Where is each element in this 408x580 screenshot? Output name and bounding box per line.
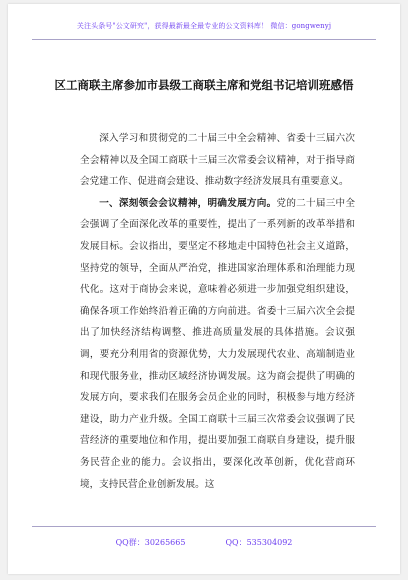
page-footer <box>8 537 400 548</box>
section-heading: 一、深刻领会会议精神，明确发展方向。 <box>99 197 277 209</box>
paragraph-section-1 <box>80 193 355 495</box>
header-divider <box>32 39 376 40</box>
document-body <box>80 128 355 495</box>
page-header: 关注头条号"公文研究"，获得最新最全最专业的公文资料库！ 微信：gongwenyj <box>76 22 332 30</box>
footer-qq-group: QQ群：30265665 <box>115 538 186 547</box>
paragraph-text: 党的二十届三中全会强调了全面深化改革的重要性，提出了一系列新的改革举措和发展目标。会议指出，要坚定不移地走中国特色社会主义道路，坚持党的领导，全面从严治党，推进国家治理体系和治理能力现代化。这对于商协会来说，意味着必须进一步加强党组织建设，确保各项工作始终沿着正确的方向前进。省委十三届六次全会提出了加快经济结构调整、推进高质量发展的具体措施。会议强调，要充分利用省的资源优势，大力发展现代农业、高端制造业和现代服务业，推动区域经济协调发展。这为商会提供了明确的发展方向，要求我们在服务会员企业的同时，积极参与地方经济建设，助力产业升级。全国工商联十三届三次常委会议强调了民营经济的重要地位和作用，提出要加强工商联自身建设，提升服务民营企业的能力。会议指出，要深化改革创新，优化营商环境，支持民营企业创新发展。这 <box>80 197 356 490</box>
document-page <box>8 4 400 574</box>
paragraph-intro <box>80 128 355 193</box>
document-title: 区工商联主席参加市县级工商联主席和党组书记培训班感悟 <box>54 78 354 92</box>
paragraph-text: 深入学习和贯彻党的二十届三中全会精神、省委十三届六次全会精神以及全国工商联十三届三次常委会议精神，对于指导商会党建工作、促进商会建设、推动数字经济发展具有重要意义。 <box>80 133 355 188</box>
footer-divider <box>32 526 376 527</box>
footer-qq: QQ：535304092 <box>225 538 293 547</box>
